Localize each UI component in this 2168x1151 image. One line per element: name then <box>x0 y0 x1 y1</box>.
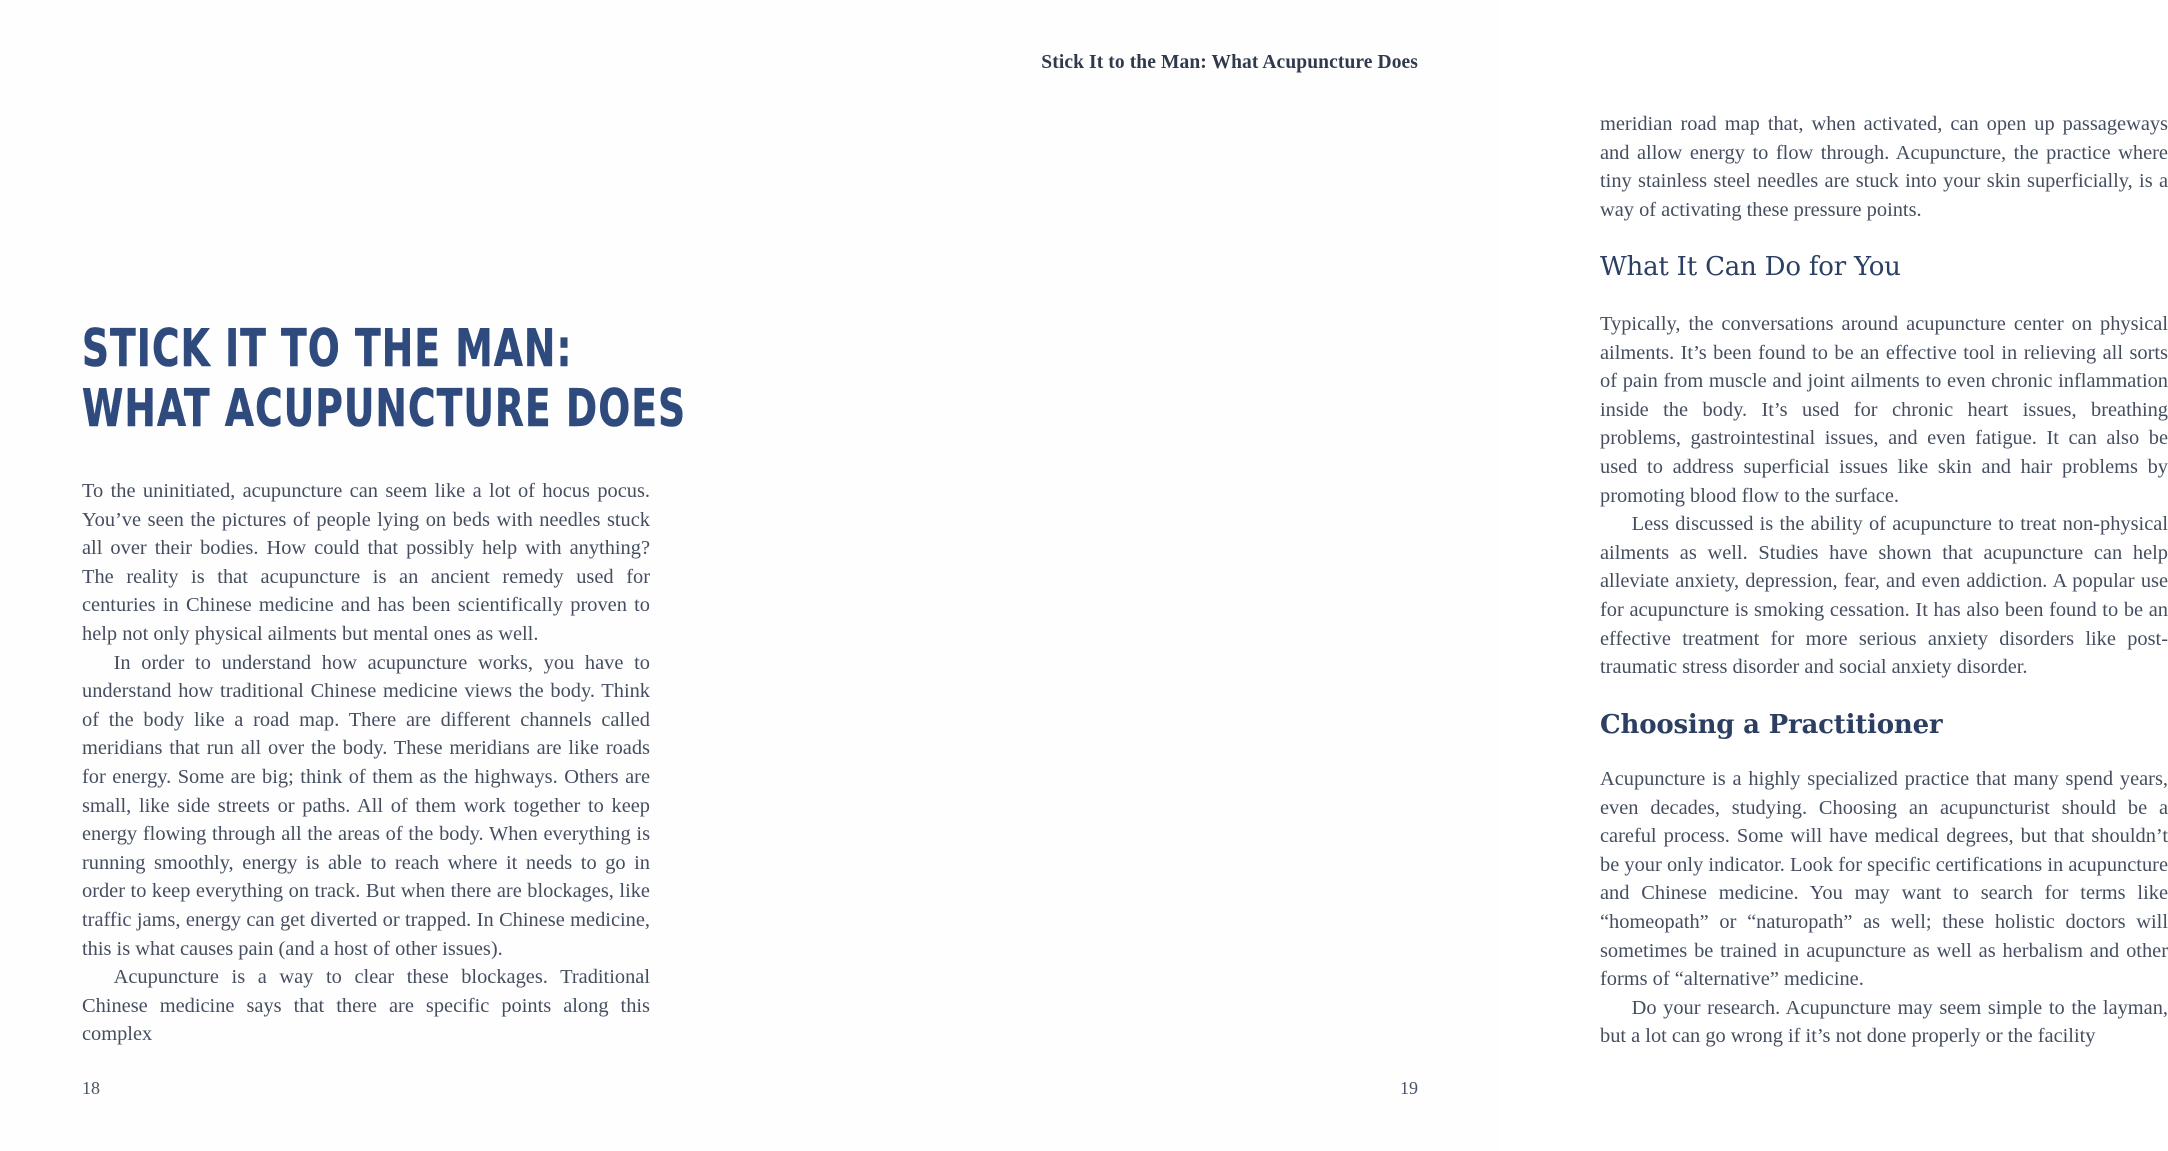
chapter-title-line-2: WHAT ACUPUNCTURE DOES <box>82 378 687 439</box>
section-heading-choosing-a-practitioner: Choosing a Practitioner <box>1600 710 1943 740</box>
page-number-right: 19 <box>1400 1078 1418 1098</box>
running-head: Stick It to the Man: What Acupuncture Does <box>1041 52 1418 73</box>
section-body-what-it-can-do-for-you <box>1600 310 2168 682</box>
paragraph: To the uninitiated, acupuncture can seem like a lot of hocus pocus. You’ve seen the pictures of people lying on beds with needles stuck all over their bodies. How could that possibly help with anything? The reality is that acupuncture is an ancient remedy used for centuries in Chinese medicine and has been scientifically proven to help not only physical ailments but mental ones as well. <box>82 480 650 645</box>
paragraph: Acupuncture is a highly specialized practice that many spend years, even decades, studying. Choosing an acupuncturist should be a careful process. Some will have medical degrees, but that shouldn’t be your only indicator. Look for specific certifications in acupuncture and Chinese medicine. You may want to search for terms like “homeopath” or “naturopath” as well; these holistic doctors will sometimes be trained in acupuncture as well as herbalism and other forms of “alternative” medicine. <box>1600 768 2168 991</box>
chapter-title <box>82 319 687 440</box>
paragraph: Do your research. Acupuncture may seem simple to the layman, but a lot can go wrong if it’s not done properly or the facility <box>1600 996 2168 1048</box>
page-number-left: 18 <box>82 1078 100 1098</box>
paragraph: meridian road map that, when activated, can open up passageways and allow energy to flow through. Acupuncture, the practice where tiny stainless steel needles are stuck into your skin superficially, is a way of activating these pressure points. <box>1600 113 2168 221</box>
left-page-body <box>82 477 650 1049</box>
paragraph: In order to understand how acupuncture works, you have to understand how traditional Chinese medicine views the body. Think of the body like a road map. There are different channels called meridians that run all over the body. These meridians are like roads for energy. Some are big; think of them as the highways. Others are small, like side streets or paths. All of them work together to keep energy flowing through all the areas of the body. When everything is running smoothly, energy is able to reach where it needs to go in order to keep everything on track. But when there are blockages, like traffic jams, energy can get diverted or trapped. In Chinese medicine, this is what causes pain (and a host of other issues). <box>82 651 650 960</box>
left-page <box>0 0 750 1151</box>
section-heading-what-it-can-do-for-you: What It Can Do for You <box>1600 252 1901 282</box>
right-page <box>750 0 2168 1151</box>
paragraph: Acupuncture is a way to clear these blockages. Traditional Chinese medicine says that there are specific points along this complex <box>82 966 650 1046</box>
right-page-opening-paragraph-block <box>1600 110 2168 224</box>
section-body-choosing-a-practitioner <box>1600 765 2168 1051</box>
paragraph: Less discussed is the ability of acupuncture to treat non-physical ailments as well. Studies have shown that acupuncture can help alleviate anxiety, depression, fear, and even addiction. A popular use for acupuncture is smoking cessation. It has also been found to be an effective treatment for more serious anxiety disorders like post-traumatic stress disorder and social anxiety disorder. <box>1600 513 2168 679</box>
paragraph: Typically, the conversations around acupuncture center on physical ailments. It’s been found to be an effective tool in relieving all sorts of pain from muscle and joint ailments to even chronic inflammation inside the body. It’s used for chronic heart issues, breathing problems, gastrointestinal issues, and even fatigue. It can also be used to address superficial issues like skin and hair problems by promoting blood flow to the surface. <box>1600 313 2168 507</box>
chapter-title-line-1: STICK IT TO THE MAN: <box>82 319 573 379</box>
